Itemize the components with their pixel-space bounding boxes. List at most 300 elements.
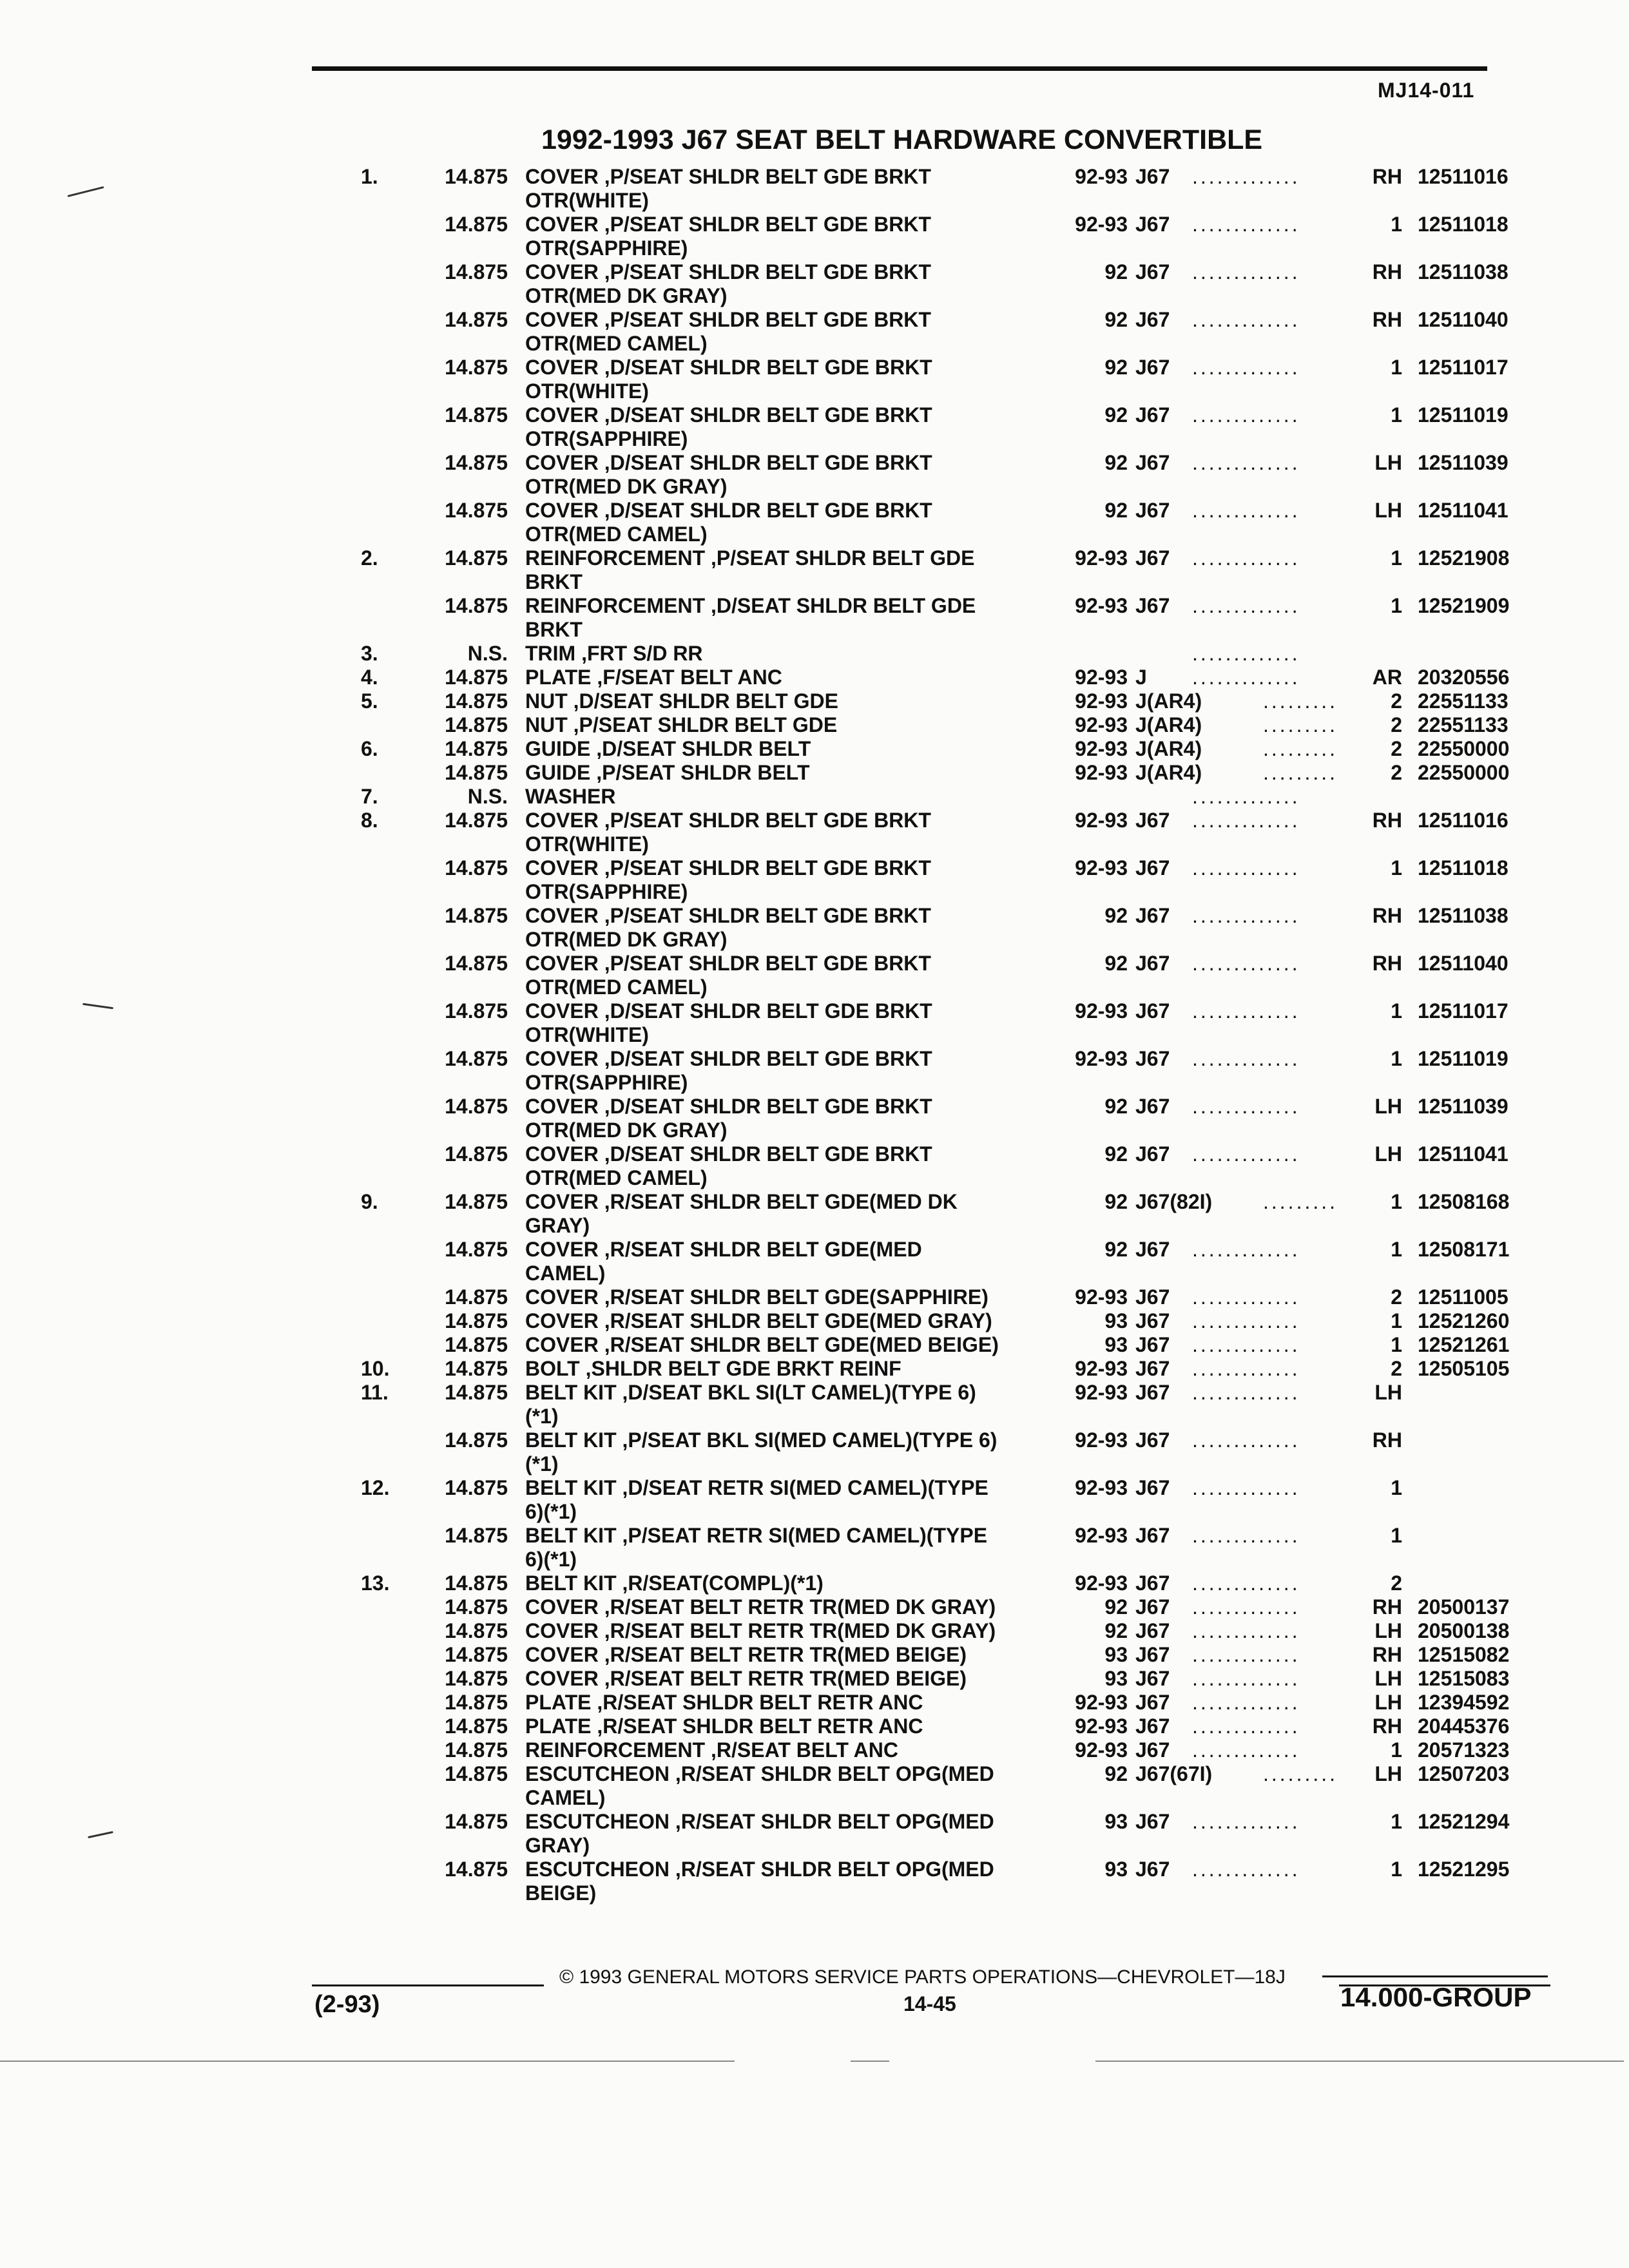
dot-leader: ............. bbox=[1192, 1810, 1300, 1833]
group-number: 14.875 bbox=[445, 1691, 508, 1714]
part-description bbox=[525, 546, 975, 570]
part-name: ESCUTCHEON bbox=[525, 1810, 670, 1833]
quantity: 1 bbox=[1391, 546, 1402, 570]
part-number: 12511040 bbox=[1418, 952, 1509, 975]
part-description bbox=[525, 1047, 932, 1071]
model-years: 92 bbox=[1104, 1762, 1128, 1785]
part-name: COVER bbox=[525, 952, 599, 975]
description-continuation: OTR(WHITE) bbox=[525, 189, 649, 212]
scan-edge-line bbox=[0, 2061, 735, 2062]
part-detail: ,P/SEAT SHLDR BELT GDE BRKT bbox=[598, 165, 931, 188]
part-name: COVER bbox=[525, 356, 599, 379]
part-detail: ,R/SEAT(COMPL)(*1) bbox=[616, 1571, 824, 1595]
part-number: 12511005 bbox=[1418, 1285, 1509, 1309]
part-detail: ,D/SEAT SHLDR BELT GDE BRKT bbox=[598, 356, 932, 379]
model-code: J67 bbox=[1135, 1285, 1170, 1309]
part-number: 12511041 bbox=[1418, 499, 1509, 522]
dot-leader: ............. bbox=[1192, 1524, 1300, 1547]
quantity: LH bbox=[1374, 1142, 1402, 1166]
part-detail: ,R/SEAT BELT RETR TR(MED BEIGE) bbox=[598, 1643, 967, 1666]
dot-leader: ......... bbox=[1263, 761, 1338, 784]
model-years: 92 bbox=[1104, 499, 1128, 522]
part-description bbox=[525, 1810, 994, 1834]
dot-leader: ............. bbox=[1192, 642, 1300, 665]
part-detail: ,D/SEAT SHLDR BELT GDE bbox=[705, 594, 976, 617]
description-continuation: (*1) bbox=[525, 1452, 559, 1475]
model-code: J67 bbox=[1135, 499, 1170, 522]
part-name: COVER bbox=[525, 1595, 599, 1619]
part-description bbox=[525, 1643, 967, 1667]
part-detail: ,P/SEAT SHLDR BELT GDE BRKT bbox=[598, 904, 931, 927]
model-years: 92-93 bbox=[1075, 999, 1128, 1023]
model-years: 92 bbox=[1104, 952, 1128, 975]
quantity: 1 bbox=[1391, 1476, 1402, 1499]
model-years: 93 bbox=[1104, 1810, 1128, 1833]
model-code: J67 bbox=[1135, 1309, 1170, 1332]
model-code: J67 bbox=[1135, 952, 1170, 975]
quantity: 1 bbox=[1391, 1810, 1402, 1833]
quantity: 1 bbox=[1391, 1047, 1402, 1070]
description-continuation: CAMEL) bbox=[525, 1262, 606, 1285]
part-name: TRIM bbox=[525, 642, 576, 665]
model-code: J67 bbox=[1135, 1858, 1170, 1881]
group-number: N.S. bbox=[467, 785, 508, 808]
dot-leader: ............. bbox=[1192, 546, 1300, 570]
group-number: 14.875 bbox=[445, 999, 508, 1023]
document-code: MJ14-011 bbox=[1378, 79, 1475, 102]
group-number: 14.875 bbox=[445, 546, 508, 570]
part-name: COVER bbox=[525, 1190, 599, 1213]
model-code: J67 bbox=[1135, 308, 1170, 331]
description-continuation: OTR(WHITE) bbox=[525, 380, 649, 403]
group-number: 14.875 bbox=[445, 1524, 508, 1547]
model-code: J67 bbox=[1135, 809, 1170, 832]
description-continuation: OTR(WHITE) bbox=[525, 1023, 649, 1046]
part-description bbox=[525, 213, 931, 236]
quantity: LH bbox=[1374, 1095, 1402, 1118]
group-number: 14.875 bbox=[445, 1643, 508, 1666]
part-description bbox=[525, 952, 931, 975]
part-number: 20571323 bbox=[1418, 1738, 1510, 1762]
part-number: 12511016 bbox=[1418, 809, 1509, 832]
dot-leader: ............. bbox=[1192, 809, 1300, 832]
part-name: ESCUTCHEON bbox=[525, 1762, 670, 1785]
description-continuation: GRAY) bbox=[525, 1834, 590, 1857]
dot-leader: ............. bbox=[1192, 594, 1300, 617]
part-name: COVER bbox=[525, 856, 599, 879]
quantity: RH bbox=[1372, 904, 1402, 927]
part-number: 12515082 bbox=[1418, 1643, 1510, 1666]
dot-leader: ............. bbox=[1192, 1715, 1300, 1738]
dot-leader: ............. bbox=[1192, 666, 1300, 689]
part-detail: ,P/SEAT SHLDR BELT GDE BRKT bbox=[598, 952, 931, 975]
model-code: J(AR4) bbox=[1135, 761, 1202, 784]
group-number: 14.875 bbox=[445, 904, 508, 927]
part-name: COVER bbox=[525, 499, 599, 522]
model-code: J67 bbox=[1135, 1333, 1170, 1356]
quantity: 1 bbox=[1391, 1309, 1402, 1332]
ref-number: 3. bbox=[361, 642, 378, 665]
model-years: 92 bbox=[1104, 308, 1128, 331]
part-detail: ,R/SEAT BELT RETR TR(MED DK GRAY) bbox=[598, 1619, 996, 1642]
model-code: J67 bbox=[1135, 213, 1170, 236]
part-description bbox=[525, 1738, 898, 1762]
part-number: 12521260 bbox=[1418, 1309, 1510, 1332]
part-name: BELT KIT bbox=[525, 1428, 617, 1452]
model-years: 92 bbox=[1104, 451, 1128, 474]
model-years: 92-93 bbox=[1075, 1047, 1128, 1070]
part-number: 12511038 bbox=[1418, 904, 1509, 927]
part-number: 12508168 bbox=[1418, 1190, 1510, 1213]
model-years: 92-93 bbox=[1075, 213, 1128, 236]
part-description bbox=[525, 1858, 994, 1881]
part-detail: ,R/SEAT SHLDR BELT OPG(MED bbox=[670, 1858, 994, 1881]
dot-leader: ......... bbox=[1263, 1190, 1338, 1213]
ref-number: 4. bbox=[361, 666, 378, 689]
model-code: J(AR4) bbox=[1135, 713, 1202, 736]
part-detail: ,R/SEAT SHLDR BELT RETR ANC bbox=[591, 1715, 923, 1738]
part-name: COVER bbox=[525, 904, 599, 927]
part-name: COVER bbox=[525, 260, 599, 284]
part-detail: ,P/SEAT SHLDR BELT GDE BRKT bbox=[598, 213, 931, 236]
part-description bbox=[525, 356, 932, 380]
dot-leader: ............. bbox=[1192, 1619, 1300, 1642]
part-description bbox=[525, 761, 810, 785]
model-code: J67 bbox=[1135, 1142, 1170, 1166]
group-number: 14.875 bbox=[445, 1285, 508, 1309]
part-name: COVER bbox=[525, 1643, 599, 1666]
group-number: 14.875 bbox=[445, 594, 508, 617]
part-number: 12511041 bbox=[1418, 1142, 1509, 1166]
description-continuation: OTR(MED DK GRAY) bbox=[525, 475, 728, 498]
part-detail: ,SHLDR BELT GDE BRKT REINF bbox=[579, 1357, 901, 1380]
group-number: 14.875 bbox=[445, 1142, 508, 1166]
ref-number: 6. bbox=[361, 737, 378, 760]
group-number: 14.875 bbox=[445, 1333, 508, 1356]
part-number: 12511039 bbox=[1418, 451, 1509, 474]
quantity: LH bbox=[1374, 1691, 1402, 1714]
part-detail: ,P/SEAT SHLDR BELT GDE bbox=[705, 546, 975, 570]
part-description bbox=[525, 666, 782, 689]
part-description bbox=[525, 499, 932, 523]
ref-number: 2. bbox=[361, 546, 378, 570]
ref-number: 7. bbox=[361, 785, 378, 808]
group-number: 14.875 bbox=[445, 1476, 508, 1499]
model-code: J67 bbox=[1135, 1381, 1170, 1404]
description-continuation: BEIGE) bbox=[525, 1881, 597, 1905]
dot-leader: ......... bbox=[1263, 713, 1338, 736]
dot-leader: ............. bbox=[1192, 165, 1300, 188]
group-number: 14.875 bbox=[445, 856, 508, 879]
part-description bbox=[525, 904, 931, 928]
part-description bbox=[525, 999, 932, 1023]
group-number: 14.875 bbox=[445, 1047, 508, 1070]
model-code: J67 bbox=[1135, 1643, 1170, 1666]
dot-leader: ............. bbox=[1192, 999, 1300, 1023]
part-number: 20500137 bbox=[1418, 1595, 1510, 1619]
copyright-text: © 1993 GENERAL MOTORS SERVICE PARTS OPERATIONS—CHEVROLET—18J bbox=[559, 1966, 1286, 1988]
part-detail: ,R/SEAT BELT RETR TR(MED DK GRAY) bbox=[598, 1595, 996, 1619]
group-number: 14.875 bbox=[445, 952, 508, 975]
quantity: 2 bbox=[1391, 1357, 1402, 1380]
quantity: LH bbox=[1374, 1619, 1402, 1642]
quantity: 1 bbox=[1391, 594, 1402, 617]
quantity: 2 bbox=[1391, 1571, 1402, 1595]
part-name: COVER bbox=[525, 999, 599, 1023]
description-continuation: OTR(SAPPHIRE) bbox=[525, 1071, 688, 1094]
model-years: 92-93 bbox=[1075, 546, 1128, 570]
quantity: RH bbox=[1372, 308, 1402, 331]
model-years: 92 bbox=[1104, 1142, 1128, 1166]
dot-leader: ......... bbox=[1263, 689, 1338, 713]
part-number: 12508171 bbox=[1418, 1238, 1510, 1261]
model-years: 93 bbox=[1104, 1667, 1128, 1690]
part-number: 22550000 bbox=[1418, 761, 1510, 784]
model-code: J67 bbox=[1135, 1810, 1170, 1833]
part-name: COVER bbox=[525, 403, 599, 427]
group-number: 14.875 bbox=[445, 713, 508, 736]
part-detail: ,P/SEAT SHLDR BELT GDE bbox=[567, 713, 838, 736]
model-years: 93 bbox=[1104, 1333, 1128, 1356]
part-description bbox=[525, 713, 837, 737]
model-years: 92-93 bbox=[1075, 1357, 1128, 1380]
ref-number: 10. bbox=[361, 1357, 390, 1380]
part-detail: ,D/SEAT BKL SI(LT CAMEL)(TYPE 6) bbox=[616, 1381, 976, 1404]
part-name: BELT KIT bbox=[525, 1381, 617, 1404]
group-number: N.S. bbox=[467, 642, 508, 665]
part-number: 12511019 bbox=[1418, 1047, 1509, 1070]
part-detail: ,P/SEAT SHLDR BELT GDE BRKT bbox=[598, 308, 931, 331]
part-name: COVER bbox=[525, 1667, 599, 1690]
quantity: 2 bbox=[1391, 1285, 1402, 1309]
part-name: REINFORCEMENT bbox=[525, 546, 706, 570]
dot-leader: ............. bbox=[1192, 904, 1300, 927]
group-number: 14.875 bbox=[445, 1190, 508, 1213]
quantity: 1 bbox=[1391, 1858, 1402, 1881]
model-code: J67 bbox=[1135, 1738, 1170, 1762]
part-description bbox=[525, 737, 811, 761]
part-name: COVER bbox=[525, 1309, 599, 1332]
description-continuation: OTR(MED DK GRAY) bbox=[525, 928, 728, 951]
part-description bbox=[525, 1476, 988, 1500]
quantity: RH bbox=[1372, 165, 1402, 188]
quantity: 1 bbox=[1391, 1333, 1402, 1356]
part-description bbox=[525, 1190, 958, 1214]
part-name: WASHER bbox=[525, 785, 616, 808]
part-name: COVER bbox=[525, 1142, 599, 1166]
model-code: J67 bbox=[1135, 1619, 1170, 1642]
model-code: J67 bbox=[1135, 1357, 1170, 1380]
scan-edge-line bbox=[1095, 2061, 1624, 2062]
part-number: 12511038 bbox=[1418, 260, 1509, 284]
quantity: RH bbox=[1372, 952, 1402, 975]
model-code: J67 bbox=[1135, 999, 1170, 1023]
quantity: 1 bbox=[1391, 213, 1402, 236]
ref-number: 8. bbox=[361, 809, 378, 832]
dot-leader: ......... bbox=[1263, 1762, 1338, 1785]
part-number: 22551133 bbox=[1418, 689, 1509, 713]
part-number: 20500138 bbox=[1418, 1619, 1510, 1642]
model-years: 92-93 bbox=[1075, 1285, 1128, 1309]
dot-leader: ............. bbox=[1192, 1738, 1300, 1762]
part-description bbox=[525, 809, 931, 832]
dot-leader: ............. bbox=[1192, 1571, 1300, 1595]
part-detail: ,D/SEAT SHLDR BELT GDE BRKT bbox=[598, 1142, 932, 1166]
description-continuation: 6)(*1) bbox=[525, 1500, 577, 1523]
description-continuation: CAMEL) bbox=[525, 1786, 606, 1809]
part-description bbox=[525, 689, 838, 713]
dot-leader: ............. bbox=[1192, 1047, 1300, 1070]
model-code: J67 bbox=[1135, 1595, 1170, 1619]
part-detail: ,P/SEAT RETR SI(MED CAMEL)(TYPE bbox=[616, 1524, 988, 1547]
model-code: J67 bbox=[1135, 1476, 1170, 1499]
model-years: 93 bbox=[1104, 1309, 1128, 1332]
quantity: 1 bbox=[1391, 856, 1402, 879]
dot-leader: ............. bbox=[1192, 1095, 1300, 1118]
part-detail: ,P/SEAT SHLDR BELT GDE BRKT bbox=[598, 260, 931, 284]
part-description bbox=[525, 165, 931, 189]
part-description bbox=[525, 785, 615, 809]
model-code: J67 bbox=[1135, 1667, 1170, 1690]
dot-leader: ............. bbox=[1192, 1428, 1300, 1452]
revision-date: (2-93) bbox=[314, 1991, 380, 2018]
model-code: J(AR4) bbox=[1135, 737, 1202, 760]
ref-number: 9. bbox=[361, 1190, 378, 1213]
model-code: J67 bbox=[1135, 546, 1170, 570]
dot-leader: ............. bbox=[1192, 356, 1300, 379]
quantity: 1 bbox=[1391, 1738, 1402, 1762]
description-continuation: (*1) bbox=[525, 1405, 559, 1428]
part-detail: ,R/SEAT SHLDR BELT GDE(MED GRAY) bbox=[598, 1309, 992, 1332]
part-name: COVER bbox=[525, 165, 599, 188]
model-years: 92-93 bbox=[1075, 1524, 1128, 1547]
footer-rule-left bbox=[312, 1984, 544, 1986]
dot-leader: ............. bbox=[1192, 785, 1300, 808]
model-code: J67 bbox=[1135, 356, 1170, 379]
quantity: LH bbox=[1374, 1667, 1402, 1690]
part-detail: ,R/SEAT SHLDR BELT OPG(MED bbox=[670, 1810, 994, 1833]
model-code: J67 bbox=[1135, 1428, 1170, 1452]
group-number: 14.875 bbox=[445, 689, 508, 713]
part-detail: ,F/SEAT BELT ANC bbox=[591, 666, 782, 689]
part-number: 12511040 bbox=[1418, 308, 1509, 331]
part-detail: ,R/SEAT BELT ANC bbox=[705, 1738, 898, 1762]
model-years: 92 bbox=[1104, 403, 1128, 427]
model-years: 92-93 bbox=[1075, 1571, 1128, 1595]
quantity: 2 bbox=[1391, 761, 1402, 784]
model-years: 92 bbox=[1104, 1595, 1128, 1619]
part-name: REINFORCEMENT bbox=[525, 1738, 706, 1762]
description-continuation: OTR(WHITE) bbox=[525, 832, 649, 856]
part-number: 12511018 bbox=[1418, 213, 1509, 236]
model-years: 92-93 bbox=[1075, 165, 1128, 188]
part-detail: ,P/SEAT SHLDR BELT GDE BRKT bbox=[598, 856, 931, 879]
description-continuation: OTR(MED DK GRAY) bbox=[525, 284, 728, 307]
part-description bbox=[525, 1667, 967, 1691]
part-description bbox=[525, 1238, 922, 1262]
dot-leader: ............. bbox=[1192, 1333, 1300, 1356]
part-number: 12521294 bbox=[1418, 1810, 1510, 1833]
description-continuation: OTR(MED CAMEL) bbox=[525, 332, 708, 355]
group-number: 14.875 bbox=[445, 1762, 508, 1785]
model-years: 92-93 bbox=[1075, 1428, 1128, 1452]
part-name: COVER bbox=[525, 1285, 599, 1309]
part-number: 12511039 bbox=[1418, 1095, 1509, 1118]
part-detail: ,R/SEAT BELT RETR TR(MED BEIGE) bbox=[598, 1667, 967, 1690]
part-number: 12515083 bbox=[1418, 1667, 1510, 1690]
model-years: 92 bbox=[1104, 1095, 1128, 1118]
group-number: 14.875 bbox=[445, 1810, 508, 1833]
model-code: J(AR4) bbox=[1135, 689, 1202, 713]
quantity: 1 bbox=[1391, 1524, 1402, 1547]
part-description bbox=[525, 1595, 996, 1619]
dot-leader: ............. bbox=[1192, 1309, 1300, 1332]
part-name: BOLT bbox=[525, 1357, 580, 1380]
part-detail: ,D/SEAT RETR SI(MED CAMEL)(TYPE bbox=[616, 1476, 988, 1499]
part-description bbox=[525, 1381, 976, 1405]
part-number: 22550000 bbox=[1418, 737, 1510, 760]
part-name: COVER bbox=[525, 1238, 599, 1261]
model-years: 92 bbox=[1104, 1190, 1128, 1213]
part-description bbox=[525, 642, 703, 666]
part-description bbox=[525, 1619, 996, 1643]
model-code: J67 bbox=[1135, 1691, 1170, 1714]
group-number: 14.875 bbox=[445, 1571, 508, 1595]
ref-number: 11. bbox=[361, 1381, 389, 1404]
quantity: RH bbox=[1372, 1595, 1402, 1619]
part-number: 12521908 bbox=[1418, 546, 1510, 570]
dot-leader: ............. bbox=[1192, 952, 1300, 975]
part-description bbox=[525, 1524, 987, 1548]
model-years: 93 bbox=[1104, 1858, 1128, 1881]
part-description bbox=[525, 451, 932, 475]
part-detail: ,P/SEAT SHLDR BELT bbox=[590, 761, 810, 784]
model-years: 92-93 bbox=[1075, 1691, 1128, 1714]
part-name: PLATE bbox=[525, 1715, 592, 1738]
model-code: J67 bbox=[1135, 451, 1170, 474]
quantity: RH bbox=[1372, 809, 1402, 832]
model-code: J67(67I) bbox=[1135, 1762, 1213, 1785]
description-continuation: OTR(MED CAMEL) bbox=[525, 1166, 708, 1189]
part-detail: ,D/SEAT SHLDR BELT GDE BRKT bbox=[598, 999, 932, 1023]
part-name: COVER bbox=[525, 1619, 599, 1642]
quantity: 1 bbox=[1391, 1238, 1402, 1261]
quantity: LH bbox=[1374, 1762, 1402, 1785]
ref-number: 12. bbox=[361, 1476, 390, 1499]
part-name: BELT KIT bbox=[525, 1524, 617, 1547]
model-years: 92-93 bbox=[1075, 594, 1128, 617]
model-code: J67 bbox=[1135, 1571, 1170, 1595]
group-number: 14.875 bbox=[445, 1309, 508, 1332]
part-detail: ,D/SEAT SHLDR BELT bbox=[590, 737, 811, 760]
ref-number: 1. bbox=[361, 165, 378, 188]
dot-leader: ............. bbox=[1192, 1691, 1300, 1714]
part-description bbox=[525, 1571, 824, 1595]
part-detail: ,P/SEAT SHLDR BELT GDE BRKT bbox=[598, 809, 931, 832]
model-code: J67 bbox=[1135, 165, 1170, 188]
part-number: 12511018 bbox=[1418, 856, 1509, 879]
dot-leader: ............. bbox=[1192, 1381, 1300, 1404]
group-number: 14.875 bbox=[445, 1357, 508, 1380]
quantity: LH bbox=[1374, 1381, 1402, 1404]
group-number: 14.875 bbox=[445, 499, 508, 522]
part-detail: ,D/SEAT SHLDR BELT GDE BRKT bbox=[598, 1047, 932, 1070]
dot-leader: ............. bbox=[1192, 1667, 1300, 1690]
description-continuation: OTR(SAPPHIRE) bbox=[525, 427, 688, 450]
quantity: RH bbox=[1372, 260, 1402, 284]
part-detail: ,R/SEAT SHLDR BELT GDE(SAPPHIRE) bbox=[598, 1285, 988, 1309]
group-number: 14.875 bbox=[445, 1619, 508, 1642]
